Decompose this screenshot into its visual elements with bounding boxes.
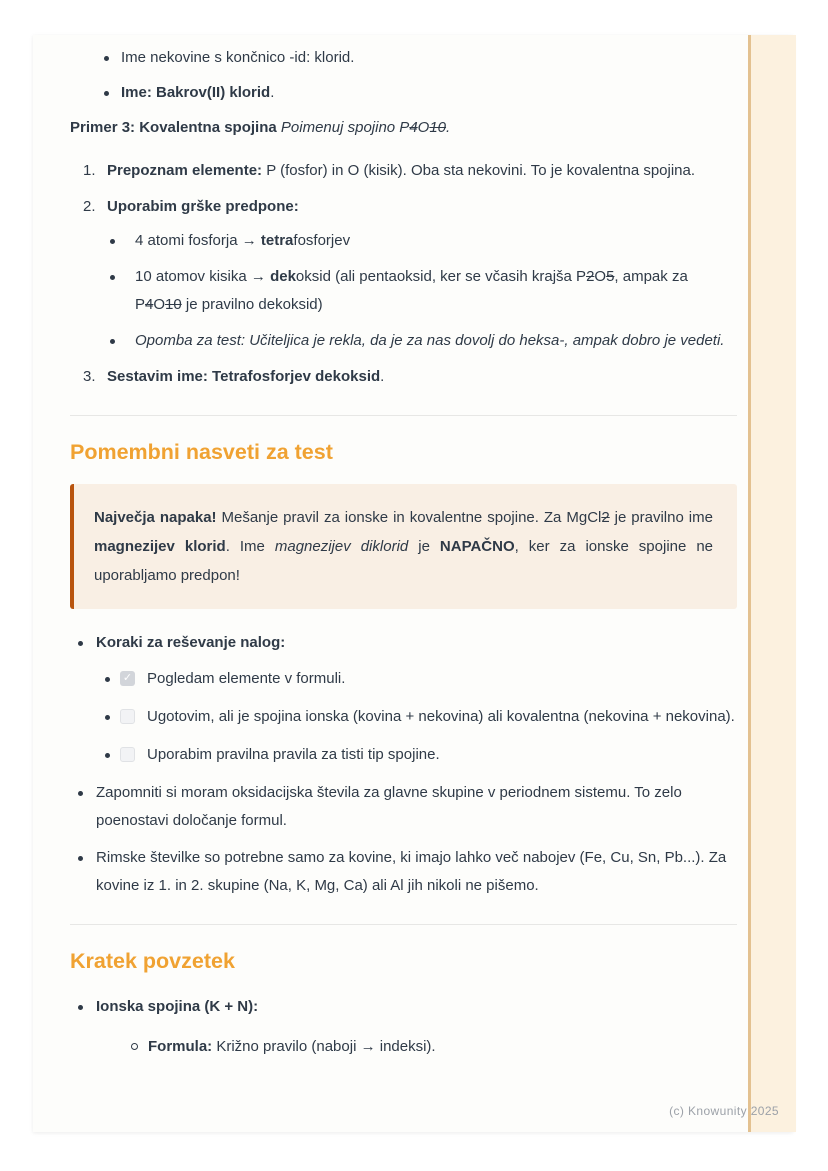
tips-bullet-list xyxy=(70,629,737,900)
page-right-accent-strip xyxy=(748,35,796,1132)
list-item-text: Koraki za reševanje nalog: xyxy=(96,634,286,651)
step-number: 2. xyxy=(83,198,96,215)
list-item-text: Ionska spojina (K + N): xyxy=(96,998,259,1015)
step-item-3 xyxy=(70,363,737,391)
list-item: Rimske številke so potrebne samo za kovine, ki imajo lahko več nabojev (Fe, Cu, Sn, Pb...). Za kovine iz 1. in 2. skupine (Na, K, Mg, Ca) ali Al jih nikoli ne pišemo. xyxy=(70,844,737,900)
list-item: 4 atomi fosforja → tetrafosforjev xyxy=(107,227,737,255)
warning-callout: Največja napaka! Mešanje pravil za ionske in kovalentne spojine. Za MgCl2 je pravilno ime magnezijev klorid. Ime magnezijev diklorid je NAPAČNO, ker za ionske spojine ne uporabljamo predpon! xyxy=(70,484,737,609)
checklist-item xyxy=(96,703,737,731)
step-2-sublist xyxy=(107,227,737,355)
page-content xyxy=(70,44,737,1070)
step-item-2 xyxy=(70,193,737,355)
task-checklist xyxy=(96,665,737,769)
checklist-item xyxy=(96,741,737,769)
intro-bullet-list xyxy=(70,44,737,107)
checklist-item-text: Pogledam elemente v formuli. xyxy=(147,670,346,687)
section-heading-summary: Kratek povzetek xyxy=(70,949,235,973)
step-text: Uporabim grške predpone: xyxy=(107,198,299,215)
step-text: Sestavim ime: Tetrafosforjev dekoksid. xyxy=(107,368,385,385)
step-number: 1. xyxy=(83,162,96,179)
checklist-item-text: Uporabim pravilna pravila za tisti tip spojine. xyxy=(147,746,440,763)
summary-sublist xyxy=(96,1033,737,1061)
checklist-item xyxy=(96,665,737,693)
section-divider xyxy=(70,924,737,925)
section-heading-tips: Pomembni nasveti za test xyxy=(70,440,333,464)
list-item: Ime: Bakrov(II) klorid. xyxy=(70,79,737,107)
list-item: Zapomniti si moram oksidacijska števila za glavne skupine v periodnem sistemu. To zelo poenostavi določanje formul. xyxy=(70,779,737,835)
list-item: Opomba za test: Učiteljica je rekla, da je za nas dovolj do heksa-, ampak dobro je vedeti. xyxy=(107,327,737,355)
list-item: Formula: Križno pravilo (naboji → indeksi). xyxy=(96,1033,737,1061)
step-number: 3. xyxy=(83,368,96,385)
copyright-watermark: (c) Knowunity 2025 xyxy=(669,1104,779,1118)
notes-page xyxy=(33,35,793,1132)
primer3-paragraph: Primer 3: Kovalentna spojina Poimenuj spojino P4O10. xyxy=(70,119,451,136)
list-item xyxy=(70,993,737,1061)
summary-bullet-list xyxy=(70,993,737,1061)
checklist-item-text: Ugotovim, ali je spojina ionska (kovina + nekovina) ali kovalentna (nekovina + nekovina). xyxy=(147,708,735,725)
checkbox-icon[interactable] xyxy=(120,709,135,724)
checkbox-icon[interactable] xyxy=(120,747,135,762)
naming-steps-list xyxy=(70,157,737,391)
step-item-1 xyxy=(70,157,737,185)
list-item: 10 atomov kisika → dekoksid (ali pentaoksid, ker se včasih krajša P2O5, ampak za P4O10 je pravilno dekoksid) xyxy=(107,263,737,319)
checkbox-checked-icon[interactable]: ✓ xyxy=(120,671,135,686)
list-item xyxy=(70,629,737,769)
step-text: Prepoznam elemente: P (fosfor) in O (kisik). Oba sta nekovini. To je kovalentna spojina. xyxy=(107,162,696,179)
list-item: Ime nekovine s končnico -id: klorid. xyxy=(70,44,737,72)
section-divider xyxy=(70,415,737,416)
